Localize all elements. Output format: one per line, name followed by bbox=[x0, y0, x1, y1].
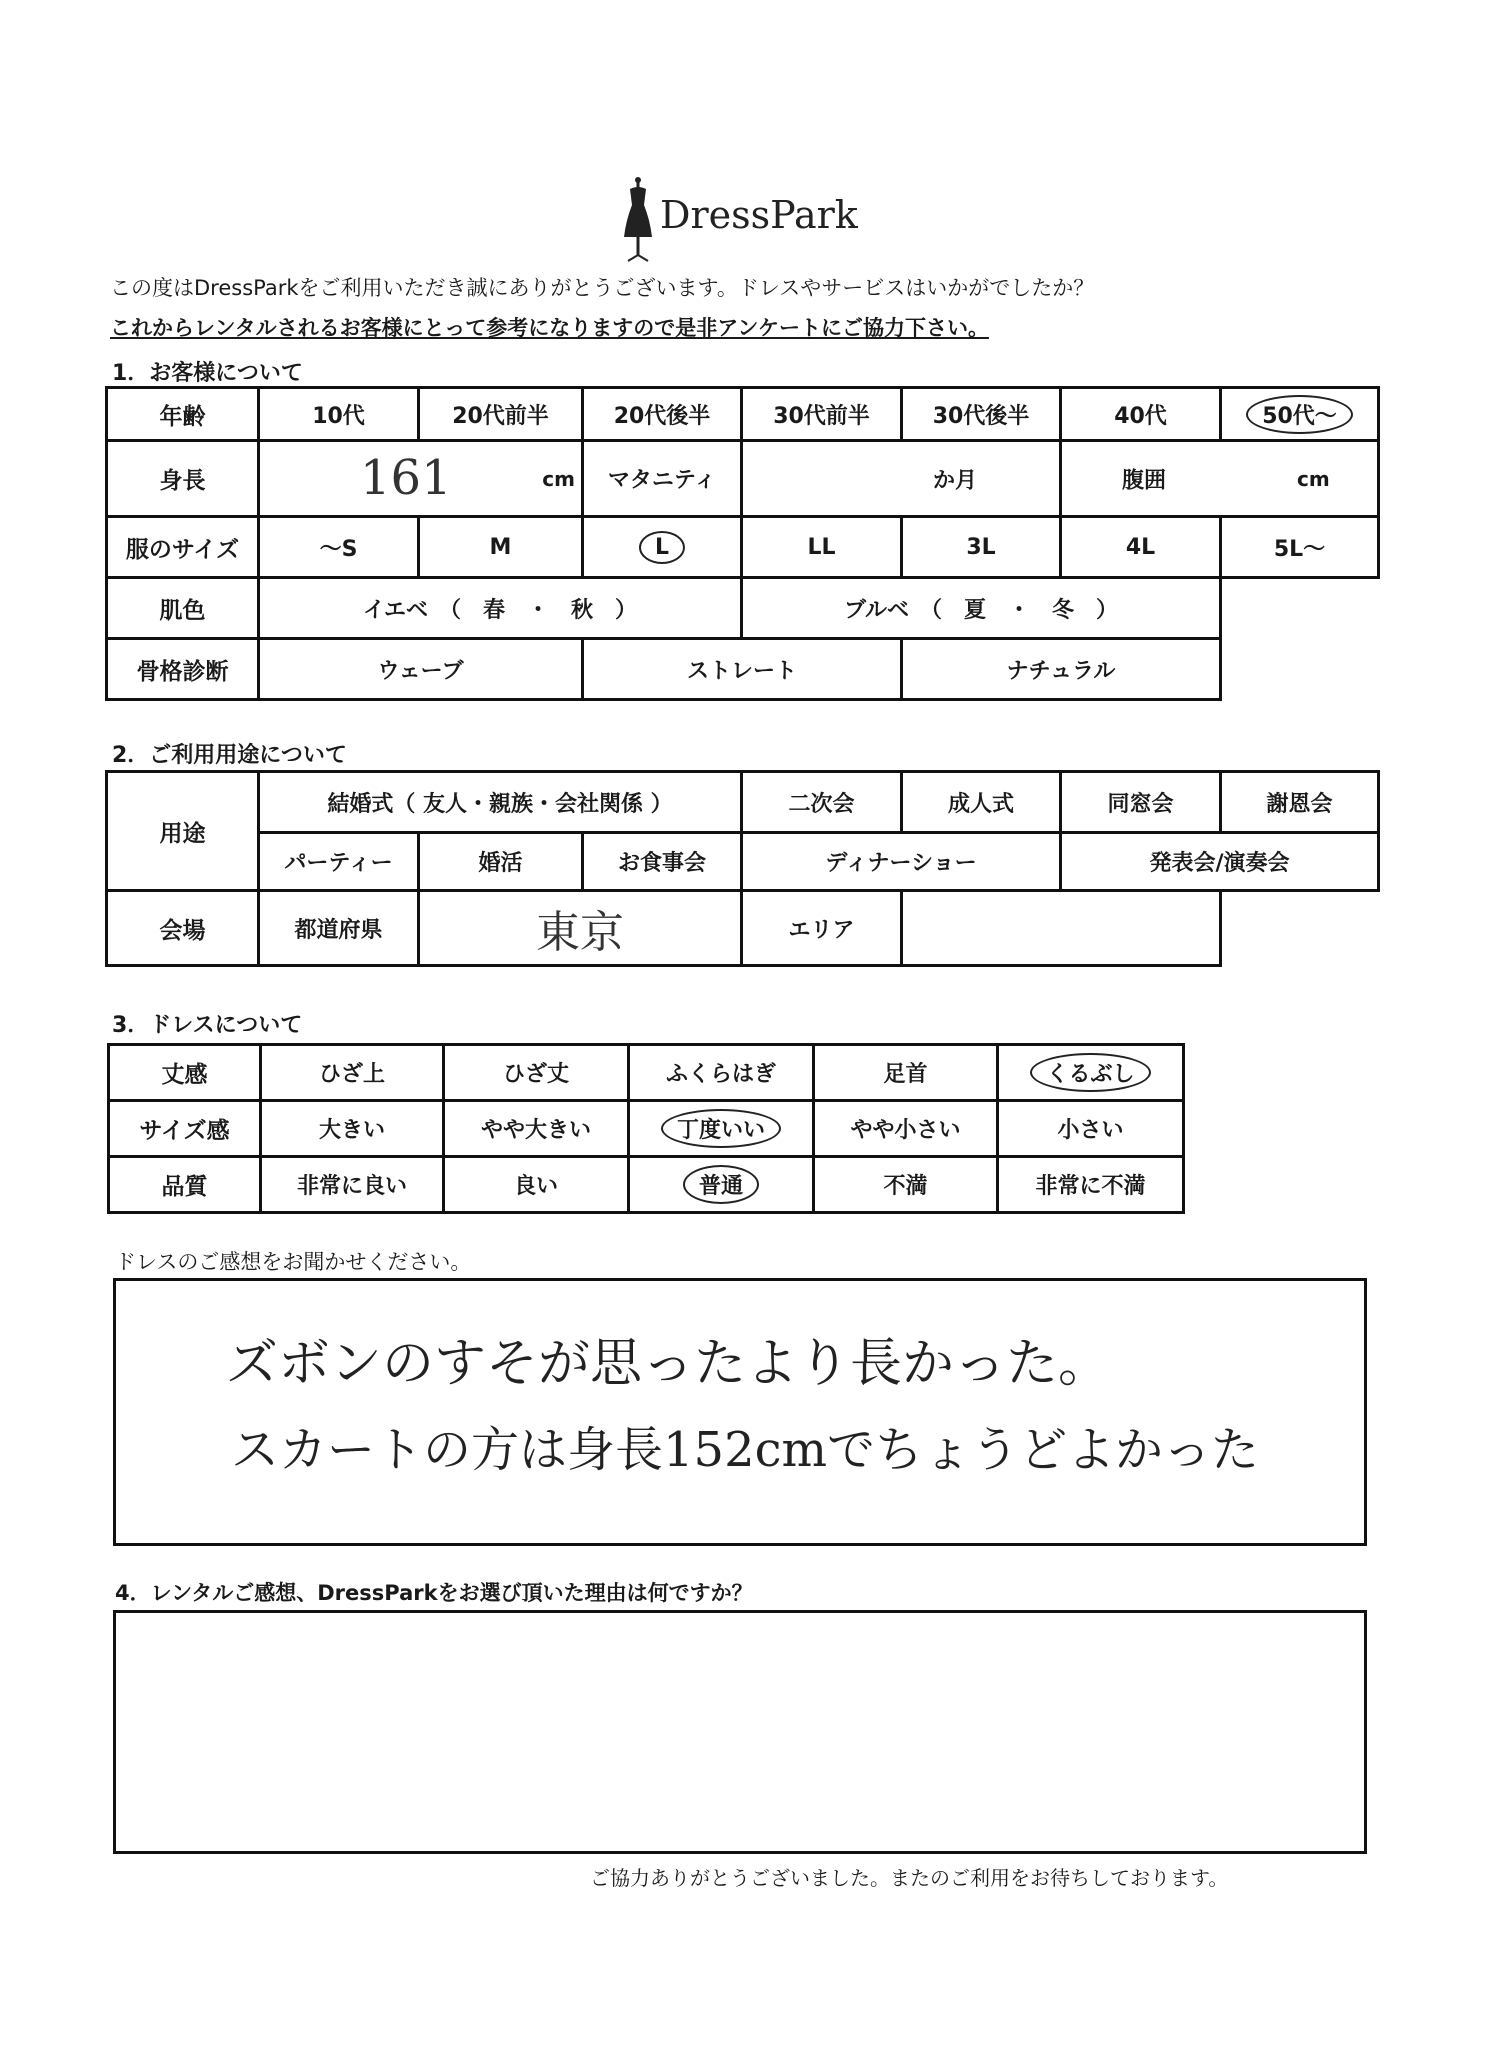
fit-option-selected[interactable] bbox=[629, 1101, 814, 1157]
logo bbox=[620, 175, 860, 265]
section1-title: 1．お客様について bbox=[112, 361, 303, 386]
customer-table bbox=[105, 386, 1380, 701]
length-option[interactable]: ひざ上 bbox=[261, 1045, 444, 1101]
skin-yellow-option[interactable]: イエベ （ 春 ・ 秋 ） bbox=[259, 578, 742, 639]
purpose-option[interactable]: お食事会 bbox=[583, 833, 742, 891]
fit-option[interactable]: 小さい bbox=[998, 1101, 1184, 1157]
fit-option[interactable]: やや小さい bbox=[814, 1101, 998, 1157]
quality-option[interactable]: 非常に不満 bbox=[998, 1157, 1184, 1213]
section2-title: 2．ご利用用途について bbox=[112, 743, 347, 768]
height-label: 身長 bbox=[107, 441, 259, 517]
impression-line-1: ズボンのすそが思ったより長かった。 bbox=[226, 1334, 1111, 1394]
prefecture-label: 都道府県 bbox=[259, 891, 419, 966]
size-option[interactable]: M bbox=[419, 517, 583, 578]
length-option-selected[interactable] bbox=[998, 1045, 1184, 1101]
quality-option[interactable]: 不満 bbox=[814, 1157, 998, 1213]
purpose-option[interactable]: パーティー bbox=[259, 833, 419, 891]
waist-unit: cm bbox=[1297, 466, 1330, 491]
venue-label: 会場 bbox=[107, 891, 259, 966]
maternity-label: マタニティ bbox=[583, 441, 742, 517]
length-option[interactable]: ひざ丈 bbox=[444, 1045, 629, 1101]
purpose-option[interactable]: 婚活 bbox=[419, 833, 583, 891]
quality-label: 品質 bbox=[109, 1157, 261, 1213]
size-option[interactable]: 5L～ bbox=[1221, 517, 1379, 578]
age-option[interactable]: 10代 bbox=[259, 388, 419, 441]
age-selected-circle: 50代～ bbox=[1246, 395, 1353, 434]
purpose-option[interactable]: 発表会/演奏会 bbox=[1061, 833, 1379, 891]
impression-line-2: スカートの方は身長152cmでちょうどよかった bbox=[231, 1422, 1260, 1478]
frame-option[interactable]: ナチュラル bbox=[902, 639, 1221, 700]
impression-box[interactable] bbox=[113, 1278, 1367, 1546]
waist-field[interactable] bbox=[1061, 441, 1379, 517]
section3-title: 3．ドレスについて bbox=[112, 1013, 303, 1038]
prefecture-value: 東京 bbox=[536, 907, 624, 958]
fit-option[interactable]: 大きい bbox=[261, 1101, 444, 1157]
size-label: 服のサイズ bbox=[107, 517, 259, 578]
length-selected-circle: くるぶし bbox=[1030, 1053, 1150, 1092]
age-option[interactable]: 30代後半 bbox=[902, 388, 1061, 441]
age-option[interactable]: 40代 bbox=[1061, 388, 1221, 441]
age-option[interactable]: 20代後半 bbox=[583, 388, 742, 441]
size-option-selected[interactable] bbox=[583, 517, 742, 578]
quality-option[interactable]: 良い bbox=[444, 1157, 629, 1213]
purpose-option[interactable]: 二次会 bbox=[742, 772, 902, 833]
waist-label: 腹囲 bbox=[1122, 468, 1167, 493]
intro-request: これからレンタルされるお客様にとって参考になりますので是非アンケートにご協力下さい。 bbox=[110, 316, 989, 340]
quality-selected-circle: 普通 bbox=[683, 1165, 759, 1204]
skin-label: 肌色 bbox=[107, 578, 259, 639]
purpose-option[interactable]: 同窓会 bbox=[1061, 772, 1221, 833]
area-label: エリア bbox=[742, 891, 902, 966]
maternity-field[interactable] bbox=[742, 441, 1061, 517]
frame-label: 骨格診断 bbox=[107, 639, 259, 700]
fit-option[interactable]: やや大きい bbox=[444, 1101, 629, 1157]
age-option-selected[interactable] bbox=[1221, 388, 1379, 441]
wedding-option[interactable]: 結婚式（ 友人・親族・会社関係 ） bbox=[259, 772, 742, 833]
size-option[interactable]: LL bbox=[742, 517, 902, 578]
purpose-option[interactable]: 謝恩会 bbox=[1221, 772, 1379, 833]
size-selected-circle: L bbox=[639, 531, 685, 564]
purpose-label: 用途 bbox=[107, 772, 259, 891]
impression-title: ドレスのご感想をお聞かせください。 bbox=[115, 1250, 472, 1274]
length-option[interactable]: ふくらはぎ bbox=[629, 1045, 814, 1101]
prefecture-field[interactable] bbox=[419, 891, 742, 966]
purpose-option[interactable]: 成人式 bbox=[902, 772, 1061, 833]
frame-option[interactable]: ウェーブ bbox=[259, 639, 583, 700]
purpose-option[interactable]: ディナーショー bbox=[742, 833, 1061, 891]
quality-option-selected[interactable] bbox=[629, 1157, 814, 1213]
height-field[interactable] bbox=[259, 441, 583, 517]
height-value: 161 bbox=[360, 450, 452, 506]
maternity-unit: か月 bbox=[933, 468, 978, 493]
size-option[interactable]: 4L bbox=[1061, 517, 1221, 578]
fit-selected-circle: 丁度いい bbox=[661, 1109, 781, 1148]
closing-text: ご協力ありがとうございました。またのご利用をお待ちしております。 bbox=[590, 1866, 1229, 1890]
intro-text: この度はDressParkをご利用いただき誠にありがとうございます。ドレスやサービスはいかがでしたか？ bbox=[110, 276, 1095, 300]
purpose-table bbox=[105, 770, 1380, 967]
age-label: 年齢 bbox=[107, 388, 259, 441]
length-label: 丈感 bbox=[109, 1045, 261, 1101]
dress-table bbox=[107, 1043, 1185, 1214]
frame-option[interactable]: ストレート bbox=[583, 639, 902, 700]
area-field[interactable] bbox=[902, 891, 1221, 966]
dress-form-icon bbox=[620, 175, 656, 265]
reason-box[interactable] bbox=[113, 1610, 1367, 1854]
section4-title: 4．レンタルご感想、DressParkをお選び頂いた理由は何ですか？ bbox=[115, 1581, 753, 1605]
age-option[interactable]: 20代前半 bbox=[419, 388, 583, 441]
logo-text: DressPark bbox=[660, 193, 858, 237]
size-option[interactable]: ～S bbox=[259, 517, 419, 578]
size-option[interactable]: 3L bbox=[902, 517, 1061, 578]
fit-label: サイズ感 bbox=[109, 1101, 261, 1157]
age-option[interactable]: 30代前半 bbox=[742, 388, 902, 441]
quality-option[interactable]: 非常に良い bbox=[261, 1157, 444, 1213]
height-unit: cm bbox=[542, 466, 575, 491]
length-option[interactable]: 足首 bbox=[814, 1045, 998, 1101]
skin-blue-option[interactable]: ブルベ （ 夏 ・ 冬 ） bbox=[742, 578, 1221, 639]
